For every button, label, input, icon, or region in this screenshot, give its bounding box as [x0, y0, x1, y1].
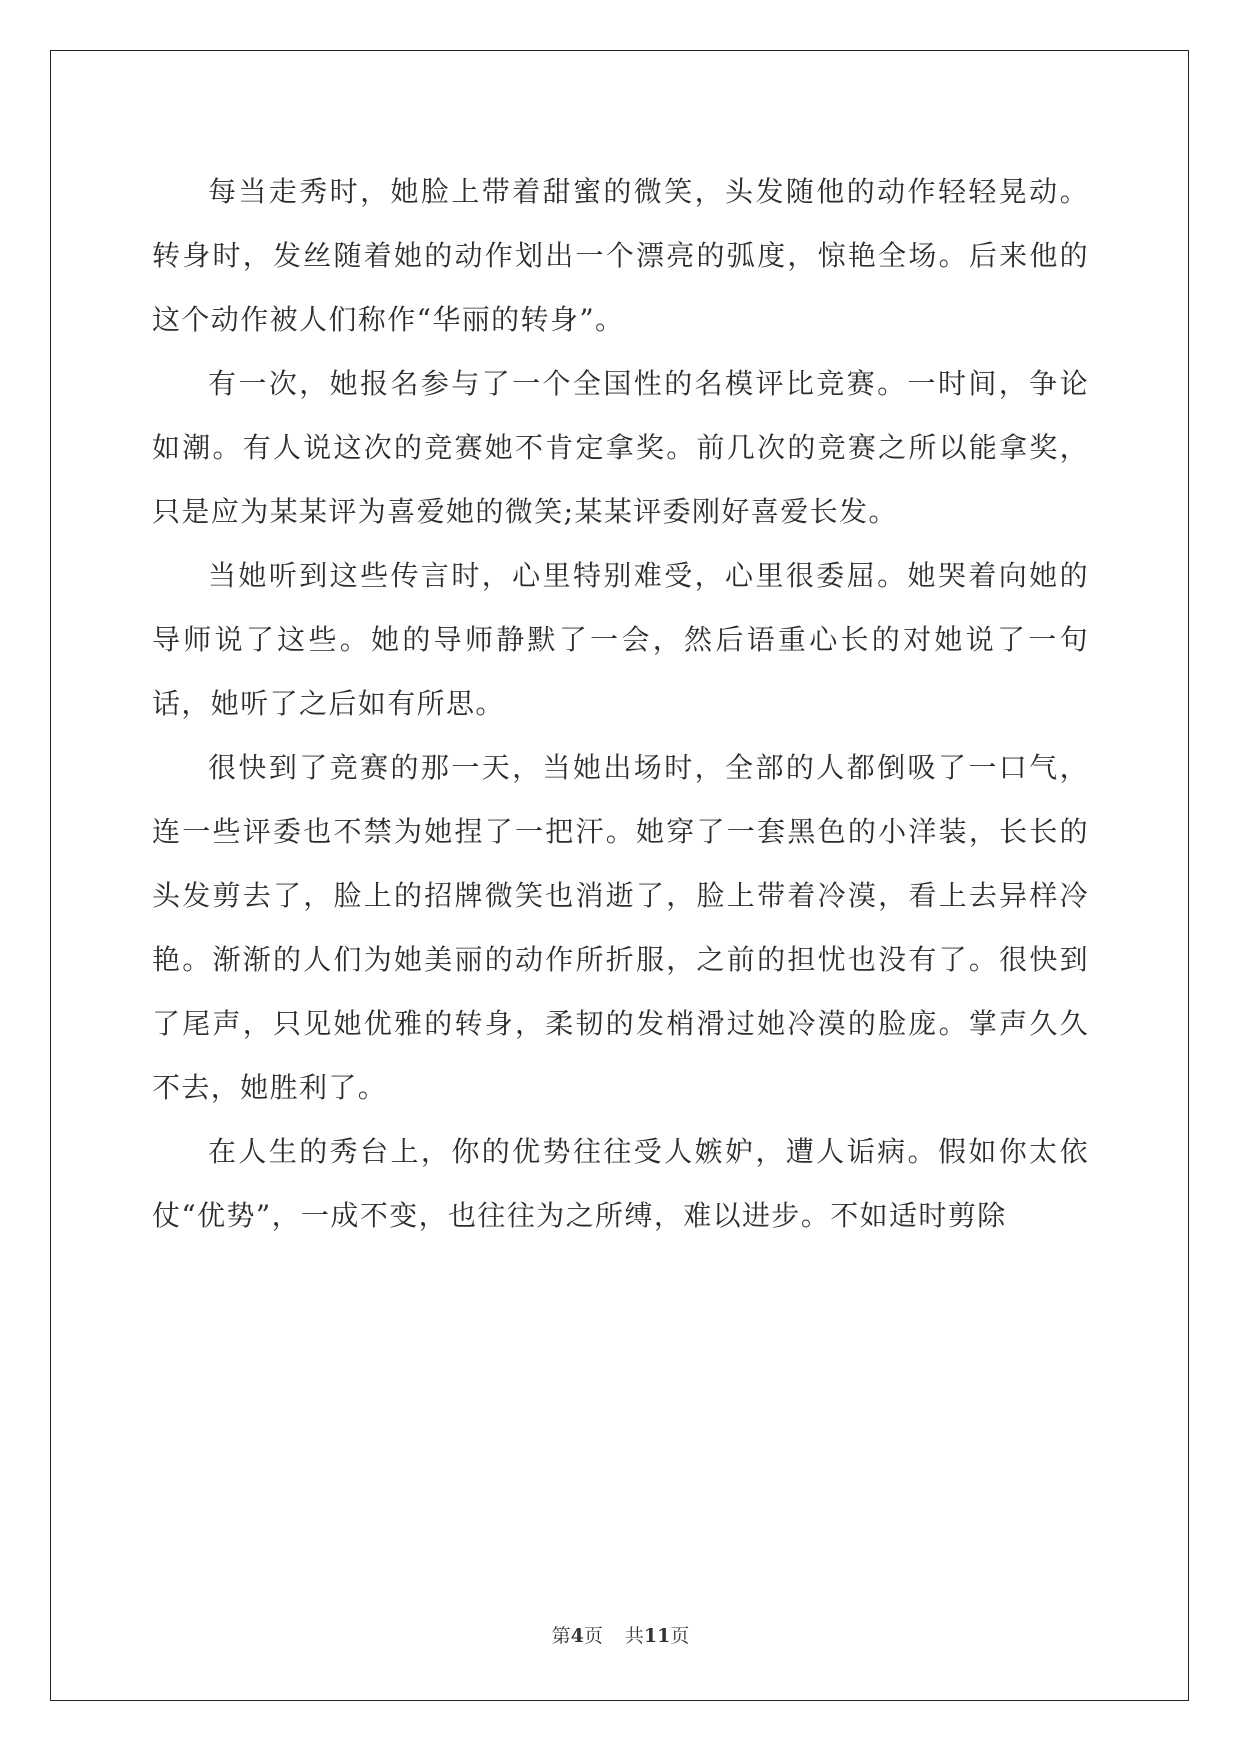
page-number-total: 11 [643, 1625, 671, 1647]
page-total-prefix: 共 [624, 1625, 644, 1647]
paragraph: 很快到了竞赛的那一天，当她出场时，全部的人都倒吸了一口气，连一些评委也不禁为她捏了一把汗。她穿了一套黑色的小洋装，长长的头发剪去了，脸上的招牌微笑也消逝了，脸上带着冷漠，看上去异样冷艳。渐渐的人们为她美丽的动作所折服，之前的担忧也没有了。很快到了尾声，只见她优雅的转身，柔韧的发梢滑过她冷漠的脸庞。掌声久久不去，她胜利了。 [152, 751, 1089, 1104]
paragraph: 每当走秀时，她脸上带着甜蜜的微笑，头发随他的动作轻轻晃动。转身时，发丝随着她的动作划出一个漂亮的弧度，惊艳全场。后来他的这个动作被人们称作“华丽的转身”。 [152, 175, 1089, 336]
page-number-current: 4 [570, 1625, 584, 1647]
document-body [152, 160, 1089, 1248]
page-number-prefix: 第 [551, 1625, 571, 1647]
paragraph: 当她听到这些传言时，心里特别难受，心里很委屈。她哭着向她的导师说了这些。她的导师静默了一会，然后语重心长的对她说了一句话，她听了之后如有所思。 [152, 559, 1089, 720]
paragraph: 有一次，她报名参与了一个全国性的名模评比竞赛。一时间，争论如潮。有人说这次的竞赛她不肯定拿奖。前几次的竞赛之所以能拿奖，只是应为某某评为喜爱她的微笑;某某评委刚好喜爱长发。 [152, 367, 1089, 528]
page-number-suffix: 页 [583, 1625, 603, 1647]
page-total-suffix: 页 [670, 1625, 690, 1647]
paragraph: 在人生的秀台上，你的优势往往受人嫉妒，遭人诟病。假如你太依仗“优势”，一成不变，也往往为之所缚，难以进步。不如适时剪除 [152, 1135, 1089, 1232]
page-footer [0, 1624, 1241, 1648]
